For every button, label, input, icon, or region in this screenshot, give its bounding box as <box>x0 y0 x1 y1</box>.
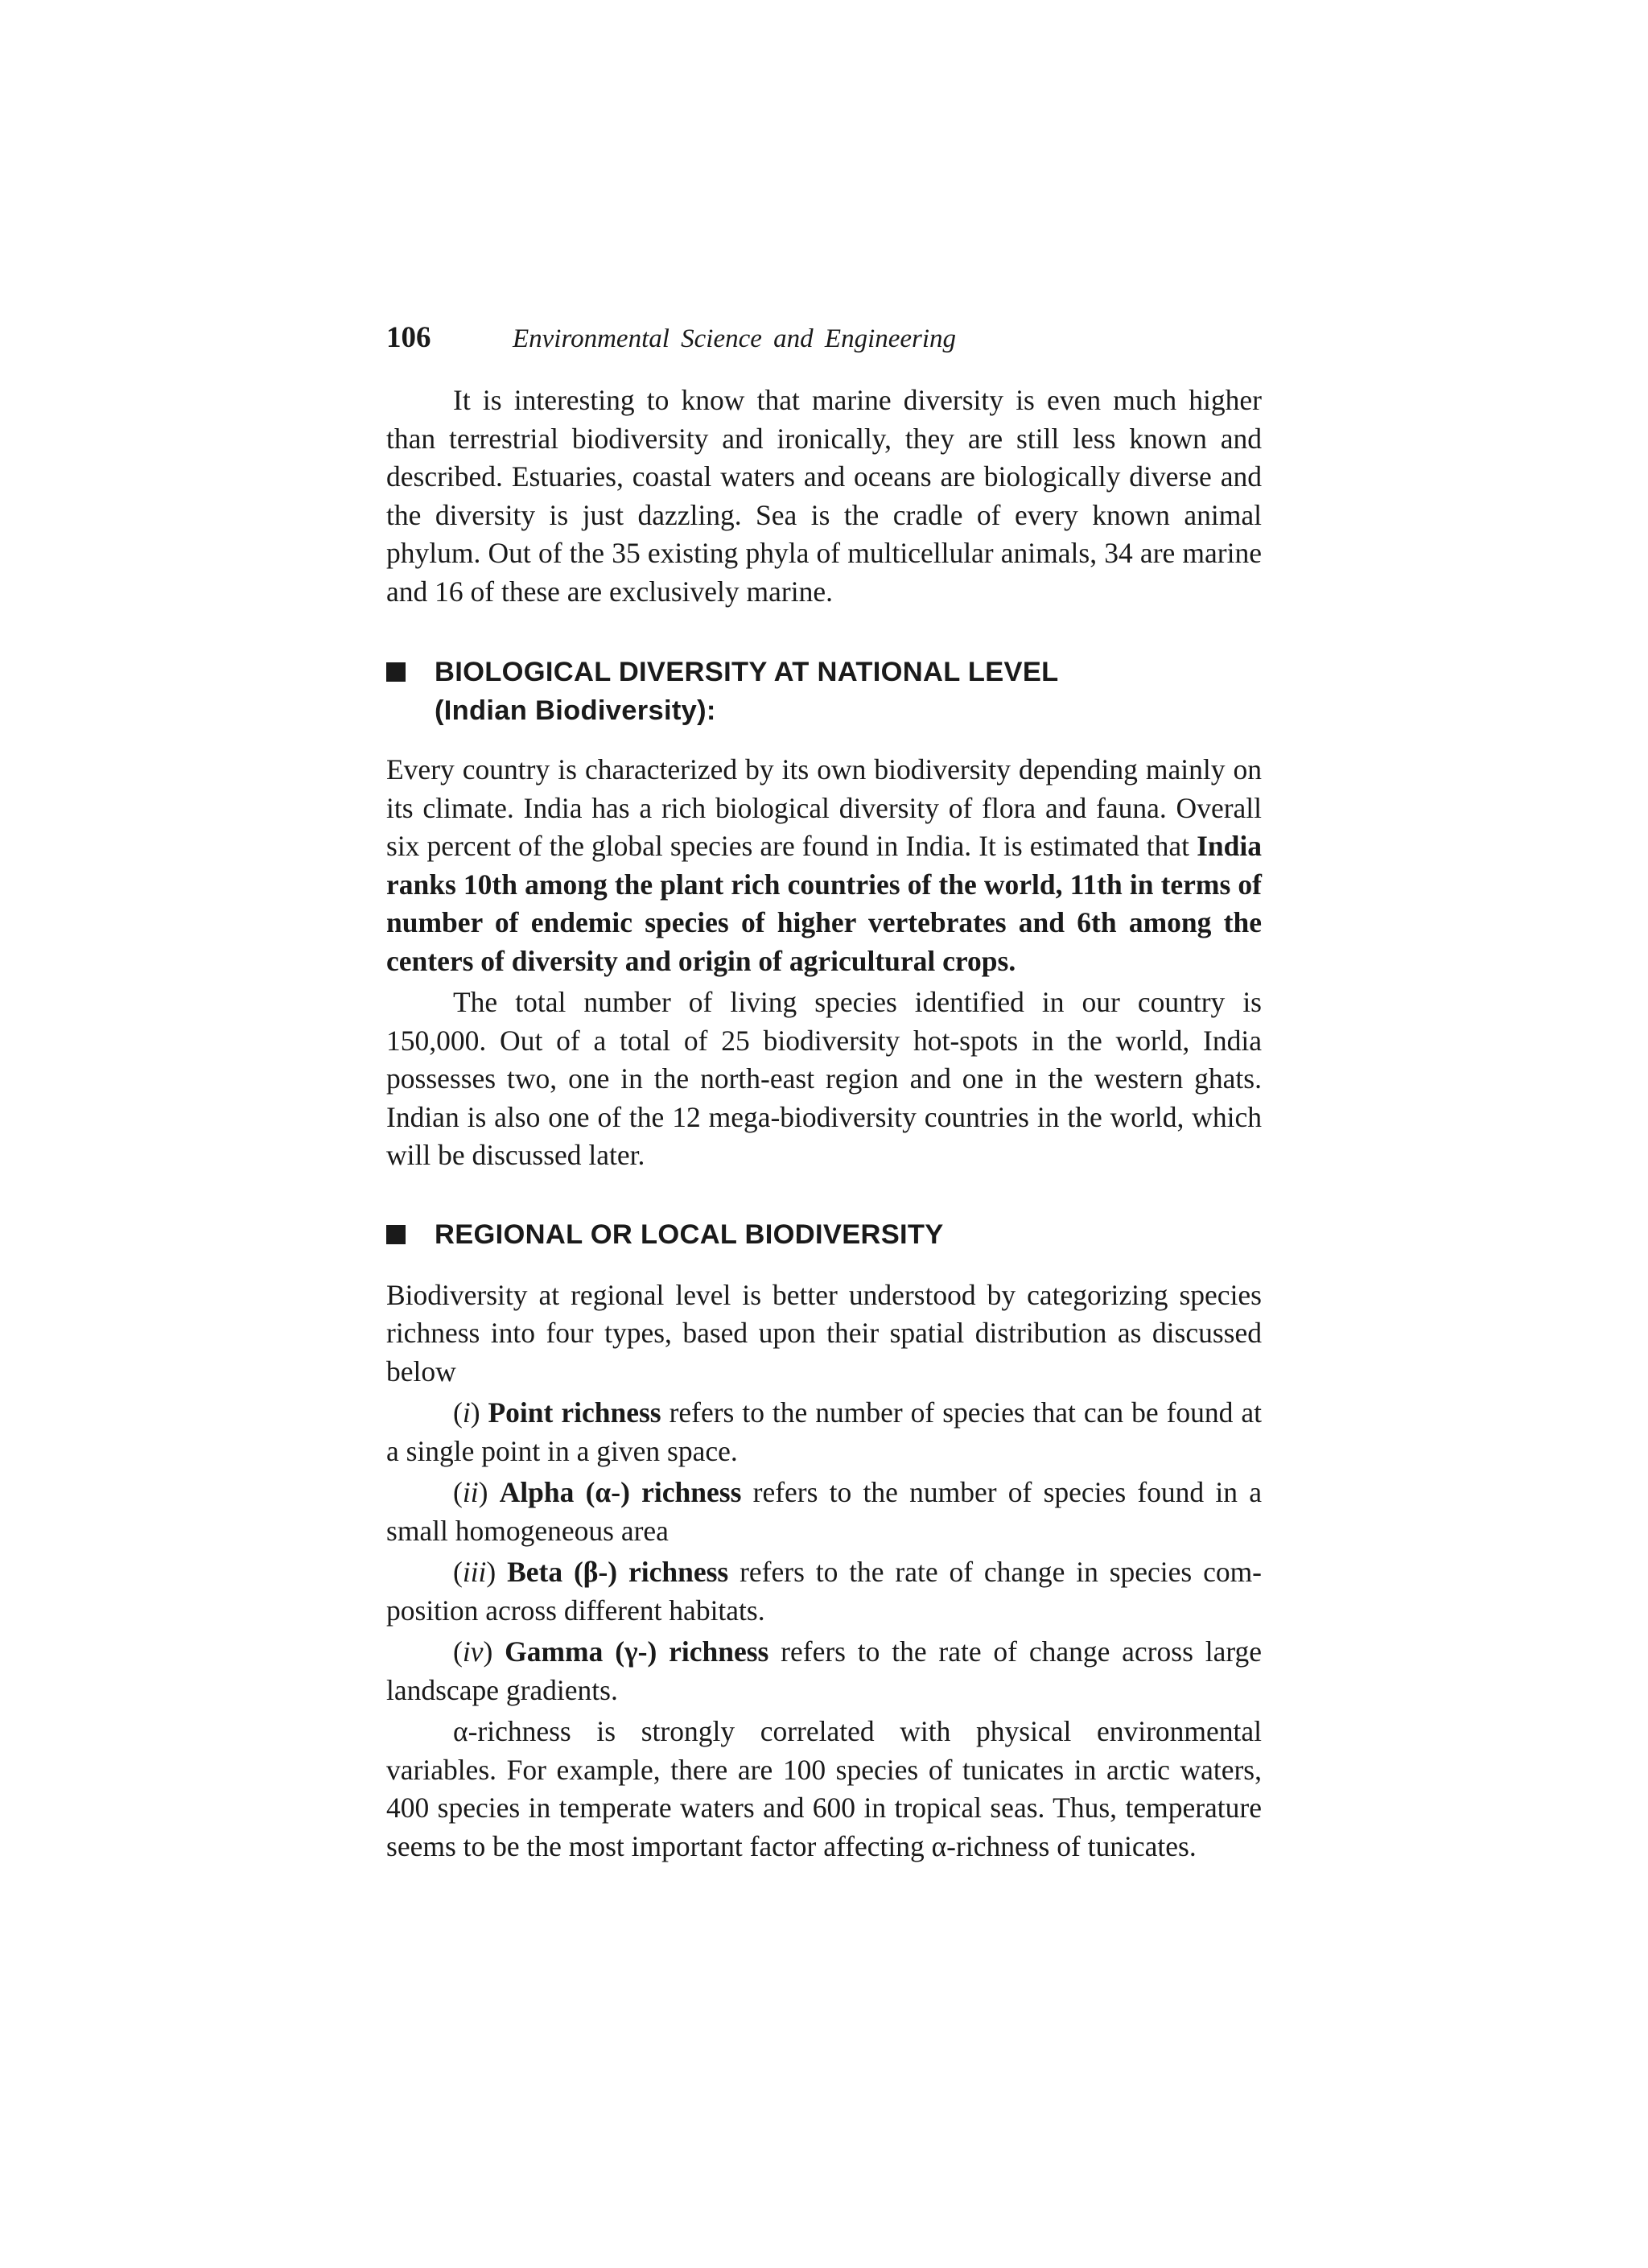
richness-item-point: (i) Point richness refers to the number of species that can be found at a single point in a given space. <box>386 1396 1262 1467</box>
species-count-paragraph: The total number of living species identified in our country is 150,000. Out of a total of 25 biodiversity hot-spots in the world, India possesses two, one in the north-east region and one in the western ghats. Indian is also one of the 12 mega-biodiversity countries in the world, which will be discussed later. <box>386 986 1262 1171</box>
regional-intro-paragraph: Biodiversity at regional level is better understood by categorizing species richness into four types, based upon their spatial distribution as discussed below <box>386 1278 1262 1388</box>
heading-line-2: (Indian Biodiversity): <box>435 695 716 726</box>
heading-line-1: BIOLOGICAL DIVERSITY AT NATIONAL LEVEL <box>435 657 1059 687</box>
paragraph-intro-text: Every country is characterized by its own biodiversity depending mainly on its climate. India has a rich biological diversity of flora and fauna. Overall six percent of the global species are found in India. It is estimated that <box>386 753 1262 862</box>
richness-term: Point richness <box>488 1396 661 1429</box>
section-heading-regional <box>386 1215 1262 1254</box>
richness-item-gamma: (iv) Gamma (γ-) richness refers to the rate of change across large landscape gradients. <box>386 1635 1263 1706</box>
richness-item-alpha: (ii) Alpha (α-) richness refers to the number of species found in a small homogeneous area <box>386 1476 1263 1547</box>
indian-biodiversity-paragraph <box>386 751 1262 980</box>
india-ranks-bold-text: India ranks 10th among the plant rich countries of the world, 11th in terms of number of endemic species of higher vertebrates and 6th among the centers of diversity and origin of agricultural crops. <box>386 830 1262 977</box>
bullet-square-icon <box>386 1225 406 1244</box>
book-title: Environmental Science and Engineering <box>513 324 957 353</box>
heading-text: REGIONAL OR LOCAL BIODIVERSITY <box>435 1219 944 1250</box>
alpha-richness-tunicates-paragraph: α-richness is strongly correlated with physical environmental variables. For example, there are 100 species of tunicates in arctic waters, 400 species in temperate waters and 600 in tropical seas. Thus, temperature seems to be the most important factor affecting α-richness of tunicates. <box>386 1715 1262 1862</box>
richness-item-beta: (iii) Beta (β-) richness refers to the rate of change in species com-position across different habitats. <box>386 1556 1263 1627</box>
bullet-square-icon <box>386 662 406 682</box>
richness-term: Beta (β-) richness <box>507 1556 729 1588</box>
page-number: 106 <box>386 321 431 354</box>
richness-term: Alpha (α-) richness <box>499 1476 742 1508</box>
richness-term: Gamma (γ-) richness <box>505 1635 769 1668</box>
section-heading-national <box>386 653 1262 730</box>
page-body <box>386 314 1262 1866</box>
marine-diversity-paragraph: It is interesting to know that marine diversity is even much higher than terrestrial biodiversity and ironically, they are still less known and described. Estuaries, coastal waters and oceans are biologically diverse and the diversity is just dazzling. Sea is the cradle of every known animal phylum. Out of the 35 existing phyla of multicellular animals, 34 are marine and 16 of these are exclusively marine. <box>386 384 1262 608</box>
